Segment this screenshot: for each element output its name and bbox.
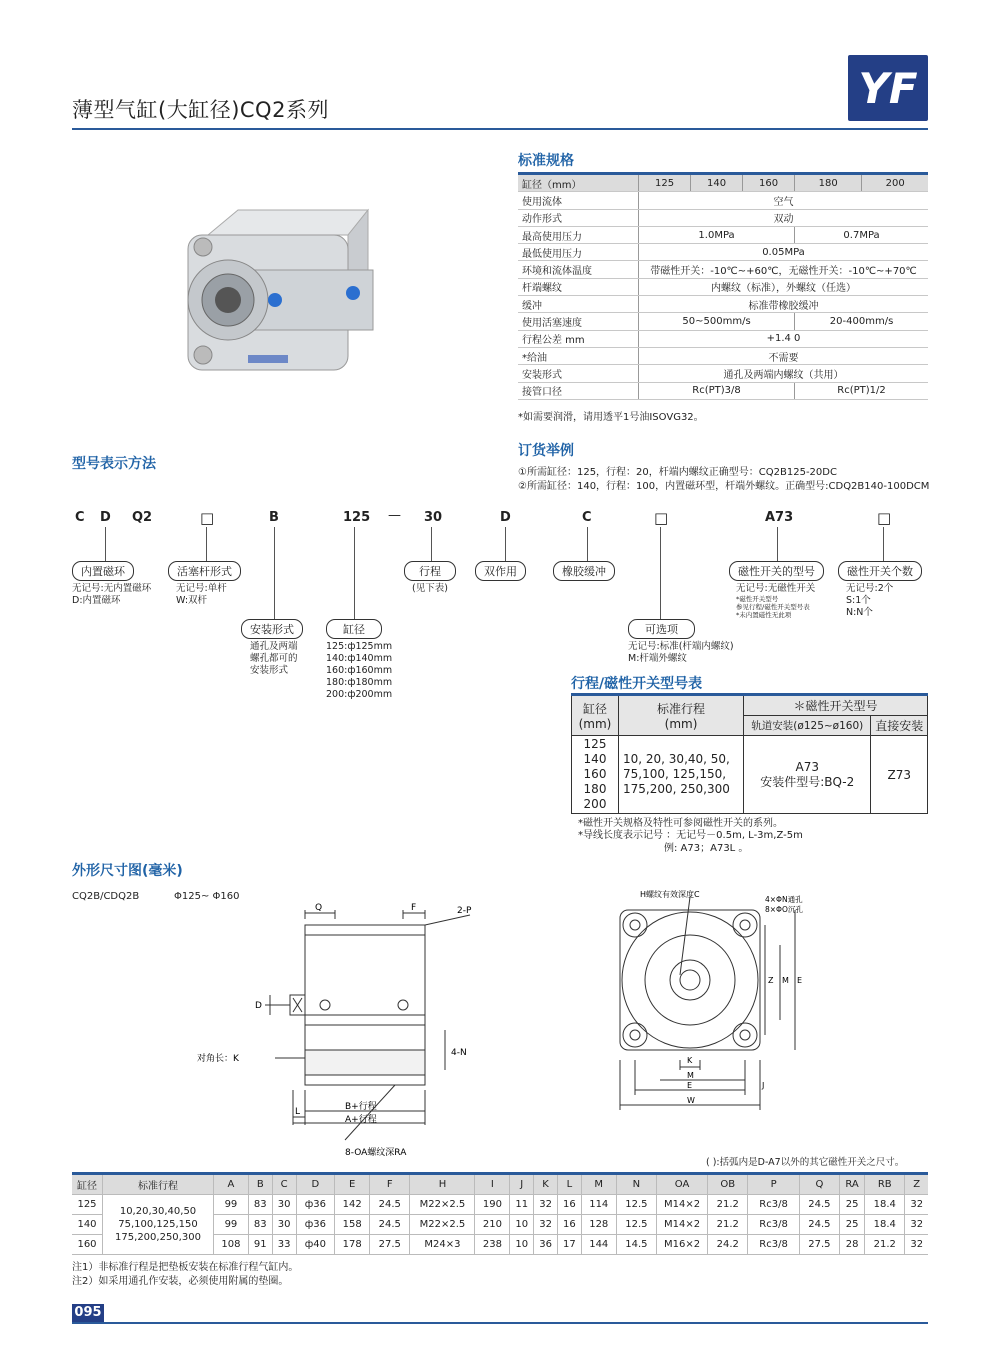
bore-box: 缸径 — [326, 619, 382, 639]
option-box: 可选项 — [628, 619, 695, 639]
mount-box: 安装形式 — [241, 619, 303, 639]
drawing-title: 外形尺寸图(毫米) — [72, 863, 183, 879]
connector-line — [206, 527, 207, 561]
spec-table — [518, 172, 928, 400]
footer-rule — [72, 1322, 928, 1324]
spec-label: *给油 — [518, 347, 639, 364]
dim-cell: 30 — [272, 1195, 296, 1215]
note-line: D:内置磁环 — [72, 595, 121, 606]
connector-line — [505, 527, 506, 561]
note-line: 无记号:单杆 — [176, 583, 227, 594]
spec-label: 接管口径 — [518, 382, 639, 399]
dim-header: 缸径 — [72, 1174, 103, 1195]
spec-value: 20-400mm/s — [795, 313, 928, 330]
dim-label: H螺纹有效深度C — [640, 890, 700, 899]
spec-title: 标准规格 — [518, 153, 574, 169]
note-line: W:双杆 — [176, 595, 208, 606]
count-box: 磁性开关个数 — [838, 561, 922, 581]
dim-cell: 158 — [335, 1215, 370, 1235]
spec-bore-label: 缸径（mm） — [518, 174, 639, 192]
connector-line — [105, 527, 106, 561]
note-line: *磁性开关型号 — [736, 595, 779, 603]
spec-value: 0.7MPa — [795, 226, 928, 243]
connector-line — [587, 527, 588, 561]
stroke-note: *导线长度表示记号 ：无记号－0.5m, L-3m,Z-5m — [578, 830, 803, 841]
dim-cell: 30 — [272, 1215, 296, 1235]
col-direct: 直接安装 — [871, 716, 928, 736]
dim-header: F — [370, 1174, 410, 1195]
dim-header: RB — [865, 1174, 905, 1195]
dim-cell: ф36 — [296, 1215, 335, 1235]
dim-cell: 32 — [534, 1215, 558, 1235]
cell-direct: Z73 — [871, 736, 928, 814]
dim-label: E — [687, 1081, 693, 1090]
dim-label: Z — [768, 976, 774, 985]
dim-cell: 14.5 — [616, 1235, 656, 1255]
dim-cell: 21.2 — [865, 1235, 905, 1255]
connector-line — [777, 527, 778, 561]
dim-note: 注1）非标准行程是把垫板安装在标准行程气缸内。 — [72, 1262, 299, 1273]
dim-label: 8×ΦO沉孔 — [765, 905, 803, 914]
dim-cell: 28 — [840, 1235, 865, 1255]
spec-label: 使用流体 — [518, 192, 639, 209]
spec-value: 50~500mm/s — [639, 313, 795, 330]
dim-cell: M14×2 — [657, 1215, 708, 1235]
spec-bore: 140 — [691, 174, 743, 192]
cell-strokes: 10, 20, 30,40, 50, 75,100, 125,150, 175,200, 250,300 — [619, 736, 744, 814]
note-line: S:1个 — [846, 595, 871, 606]
dim-cell: 16 — [557, 1195, 581, 1215]
note-line: 无记号:标准(杆端内螺纹) — [628, 641, 734, 652]
dim-cell: 24.5 — [799, 1215, 839, 1235]
code-bore: 125 — [343, 510, 371, 525]
note-line: 180:ф180mm — [326, 677, 393, 688]
code-dash: — — [388, 508, 401, 523]
col-rail: 轨道安装(ø125~ø160) — [744, 716, 871, 736]
model-title: 型号表示方法 — [72, 456, 156, 472]
dim-header: H — [410, 1174, 475, 1195]
dim-header: RA — [840, 1174, 865, 1195]
spec-value: 双动 — [639, 209, 929, 226]
spec-value: 带磁性开关：-10℃~+60℃，无磁性开关：-10℃~+70℃ — [639, 261, 929, 278]
code-d: D — [100, 510, 111, 525]
dim-cell: 114 — [581, 1195, 616, 1215]
dim-cell: 238 — [475, 1235, 510, 1255]
dim-label: M — [687, 1071, 694, 1080]
dim-cell: M16×2 — [657, 1235, 708, 1255]
dim-label: Q — [315, 903, 323, 913]
dim-header: I — [475, 1174, 510, 1195]
dim-cell: 140 — [72, 1215, 103, 1235]
spec-label: 安装形式 — [518, 365, 639, 382]
spec-bore: 160 — [743, 174, 795, 192]
note-line: 无记号:2个 — [846, 583, 894, 594]
spec-value: 不需要 — [639, 347, 929, 364]
dim-label: K — [687, 1056, 693, 1065]
magnet-notes — [72, 583, 151, 607]
dim-cell: 32 — [905, 1235, 928, 1255]
dim-cell: 25 — [840, 1195, 865, 1215]
note-line: 160:ф160mm — [326, 665, 393, 676]
dim-cell: 10 — [510, 1215, 534, 1235]
dim-label: 4-N — [451, 1048, 467, 1058]
note-line: *未内置磁性无此项 — [736, 611, 792, 619]
code-option: □ — [654, 509, 669, 527]
dim-cell: M24×3 — [410, 1235, 475, 1255]
spec-label: 最高使用压力 — [518, 226, 639, 243]
spec-label: 缓冲 — [518, 296, 639, 313]
dim-cell: 18.4 — [865, 1215, 905, 1235]
front-view-drawing — [600, 885, 840, 1135]
dim-cell: 128 — [581, 1215, 616, 1235]
note-line: 参见行程/磁性开关型号表 — [736, 603, 810, 611]
connector-line — [274, 527, 275, 619]
dim-label: M — [782, 976, 789, 985]
count-notes — [846, 583, 893, 619]
spec-value: 标准带橡胶缓冲 — [639, 296, 929, 313]
switch-notes — [736, 583, 815, 619]
dim-label: L — [295, 1107, 301, 1117]
order-line: ①所需缸径：125，行程：20，杆端内螺纹正确型号：CQ2B125-20DC — [518, 467, 837, 478]
brand-logo: YF — [848, 55, 928, 121]
dim-cell: 21.2 — [708, 1195, 748, 1215]
connector-line — [883, 527, 884, 561]
side-view-drawing — [195, 895, 485, 1160]
switch-box: 磁性开关的型号 — [729, 561, 824, 581]
dim-cell: Rc3/8 — [748, 1195, 799, 1215]
dim-cell: 83 — [248, 1215, 272, 1235]
dim-cell: 18.4 — [865, 1195, 905, 1215]
note-line: M:杆端外螺纹 — [628, 653, 687, 664]
dimension-table — [72, 1172, 928, 1255]
dim-cell: 91 — [248, 1235, 272, 1255]
dim-cell: ф36 — [296, 1195, 335, 1215]
dim-label: W — [687, 1096, 695, 1105]
stroke-box: 行程 — [404, 561, 456, 581]
drawing-model: CQ2B/CDQ2B — [72, 891, 140, 902]
dim-cell: 24.2 — [708, 1235, 748, 1255]
dim-header-row — [72, 1174, 928, 1195]
mount-notes — [250, 641, 298, 677]
dim-header: L — [557, 1174, 581, 1195]
col-stroke: 标准行程 (mm) — [619, 695, 744, 736]
note-line: 无记号:无内置磁环 — [72, 583, 152, 594]
dim-cell: 27.5 — [799, 1235, 839, 1255]
spec-bore: 180 — [795, 174, 862, 192]
dim-header: N — [616, 1174, 656, 1195]
rod-notes — [176, 583, 227, 607]
dim-stroke-cell: 10,20,30,40,50 75,100,125,150 175,200,250,300 — [103, 1195, 214, 1255]
dim-label: A+行程 — [345, 1115, 377, 1125]
dim-label: 8-OA螺纹深RA — [345, 1148, 407, 1158]
drawing-note: ( ):括弧内是D-A7以外的其它磁性开关之尺寸。 — [706, 1157, 905, 1168]
spec-note: *如需要润滑，请用透平1号油ISOVG32。 — [518, 412, 704, 423]
col-bore: 缸径 (mm) — [572, 695, 619, 736]
dim-label: D — [255, 1001, 262, 1011]
note-line: 125:ф125mm — [326, 641, 393, 652]
spec-label: 最低使用压力 — [518, 244, 639, 261]
code-q2: Q2 — [132, 510, 153, 525]
drawing-range: Φ125~ Φ160 — [174, 891, 240, 902]
code-action: D — [500, 510, 511, 525]
dim-cell: 144 — [581, 1235, 616, 1255]
dim-cell: 99 — [214, 1195, 249, 1215]
rod-box: 活塞杆形式 — [168, 561, 241, 581]
option-notes — [628, 641, 734, 665]
dim-header: E — [335, 1174, 370, 1195]
dim-cell: 27.5 — [370, 1235, 410, 1255]
spec-value: +1.4 0 — [639, 330, 929, 347]
dim-header: Z — [905, 1174, 928, 1195]
stroke-notes: (见下表) — [412, 583, 448, 594]
note-line: 螺孔都可的 — [250, 653, 298, 664]
double-box: 双作用 — [475, 561, 526, 581]
dim-cell: 83 — [248, 1195, 272, 1215]
note-line: 140:ф140mm — [326, 653, 393, 664]
dim-cell: 12.5 — [616, 1195, 656, 1215]
dim-cell: 160 — [72, 1235, 103, 1255]
dim-cell: 21.2 — [708, 1215, 748, 1235]
dim-cell: 99 — [214, 1215, 249, 1235]
dim-cell: 142 — [335, 1195, 370, 1215]
dim-header: K — [534, 1174, 558, 1195]
page-title: 薄型气缸(大缸径)CQ2系列 — [72, 98, 329, 122]
spec-label: 使用活塞速度 — [518, 313, 639, 330]
code-count: □ — [877, 509, 892, 527]
cell-bores: 125 140 160 180 200 — [572, 736, 619, 814]
code-cushion: C — [582, 510, 592, 525]
code-b: B — [269, 510, 279, 525]
spec-header-row — [518, 174, 928, 192]
order-title: 订货举例 — [518, 443, 574, 459]
dim-cell: 210 — [475, 1215, 510, 1235]
dim-cell: M14×2 — [657, 1195, 708, 1215]
header-rule — [72, 128, 928, 130]
dim-header: M — [581, 1174, 616, 1195]
cushion-box: 橡胶缓冲 — [553, 561, 615, 581]
spec-label: 环境和流体温度 — [518, 261, 639, 278]
dim-cell: 190 — [475, 1195, 510, 1215]
dim-header: C — [272, 1174, 296, 1195]
dim-cell: ф40 — [296, 1235, 335, 1255]
spec-label: 动作形式 — [518, 209, 639, 226]
connector-line — [431, 527, 432, 561]
dim-cell: Rc3/8 — [748, 1235, 799, 1255]
spec-value: 1.0MPa — [639, 226, 795, 243]
spec-value: Rc(PT)1/2 — [795, 382, 928, 399]
dim-header: J — [510, 1174, 534, 1195]
bore-notes — [326, 641, 392, 701]
dim-header: Q — [799, 1174, 839, 1195]
dim-note: 注2）如采用通孔作安装，必须使用附属的垫圈。 — [72, 1276, 289, 1287]
stroke-note: *磁性开关规格及特性可参阅磁性开关的系列。 — [578, 818, 783, 829]
dim-cell: 25 — [840, 1215, 865, 1235]
dim-cell: 24.5 — [799, 1195, 839, 1215]
connector-line — [660, 527, 661, 619]
dim-label: 对角长：K — [197, 1054, 239, 1064]
dim-cell: 32 — [534, 1195, 558, 1215]
dim-cell: 17 — [557, 1235, 581, 1255]
dim-cell: M22×2.5 — [410, 1195, 475, 1215]
spec-value: 0.05MPa — [639, 244, 929, 261]
dim-cell: 10 — [510, 1235, 534, 1255]
code-rod: □ — [200, 509, 215, 527]
stroke-note: 例: A73；A73L 。 — [664, 843, 749, 854]
dim-row — [72, 1195, 928, 1215]
dim-header: 标准行程 — [103, 1174, 214, 1195]
dim-cell: 178 — [335, 1235, 370, 1255]
dim-cell: 32 — [905, 1215, 928, 1235]
page-number: 095 — [72, 1304, 104, 1322]
dim-header: OB — [708, 1174, 748, 1195]
dim-cell: 24.5 — [370, 1195, 410, 1215]
note-line: N:N个 — [846, 607, 873, 618]
spec-bore: 125 — [639, 174, 691, 192]
dim-cell: 11 — [510, 1195, 534, 1215]
dim-cell: 33 — [272, 1235, 296, 1255]
spec-value: Rc(PT)3/8 — [639, 382, 795, 399]
dim-header: OA — [657, 1174, 708, 1195]
order-line: ②所需缸径：140，行程：100，内置磁环型，杆端外螺纹。正确型号:CDQ2B140-100DCM — [518, 481, 930, 492]
cell-rail: A73 安装件型号:BQ-2 — [744, 736, 871, 814]
stroke-switch-table — [571, 693, 928, 814]
note-line: 无记号:无磁性开关 — [736, 583, 816, 594]
dim-label: F — [411, 903, 417, 913]
dim-label: 4×ΦN通孔 — [765, 895, 803, 904]
spec-label: 行程公差 mm — [518, 330, 639, 347]
spec-value: 通孔及两端内螺纹（共用） — [639, 365, 929, 382]
note-line: 安装形式 — [250, 665, 289, 676]
cylinder-photo — [178, 195, 378, 385]
note-line: 200:ф200mm — [326, 689, 393, 700]
spec-value: 内螺纹（标准），外螺纹（任选） — [639, 278, 929, 295]
dim-cell: 32 — [905, 1195, 928, 1215]
stroke-table-title: 行程/磁性开关型号表 — [571, 676, 703, 692]
spec-label: 杆端螺纹 — [518, 278, 639, 295]
dim-cell: 12.5 — [616, 1215, 656, 1235]
spec-bore: 200 — [862, 174, 928, 192]
code-c: C — [75, 510, 85, 525]
dim-label: J — [762, 1081, 765, 1090]
spec-value: 空气 — [639, 192, 929, 209]
dim-label: 2-P — [457, 906, 472, 916]
dim-header: D — [296, 1174, 335, 1195]
dim-label: B+行程 — [345, 1102, 377, 1112]
connector-line — [354, 527, 355, 619]
code-stroke: 30 — [424, 510, 443, 525]
dim-cell: 108 — [214, 1235, 249, 1255]
dim-cell: Rc3/8 — [748, 1215, 799, 1235]
code-switch: A73 — [765, 510, 794, 525]
dim-cell: M22×2.5 — [410, 1215, 475, 1235]
magnet-box: 内置磁环 — [72, 561, 134, 581]
dim-header: A — [214, 1174, 249, 1195]
dim-cell: 125 — [72, 1195, 103, 1215]
dim-label: E — [797, 976, 803, 985]
dim-header: B — [248, 1174, 272, 1195]
col-switch: ＊磁性开关型号 — [744, 695, 928, 716]
dim-cell: 24.5 — [370, 1215, 410, 1235]
dim-cell: 16 — [557, 1215, 581, 1235]
dim-header: P — [748, 1174, 799, 1195]
dim-cell: 36 — [534, 1235, 558, 1255]
note-line: 通孔及两端 — [250, 641, 298, 652]
